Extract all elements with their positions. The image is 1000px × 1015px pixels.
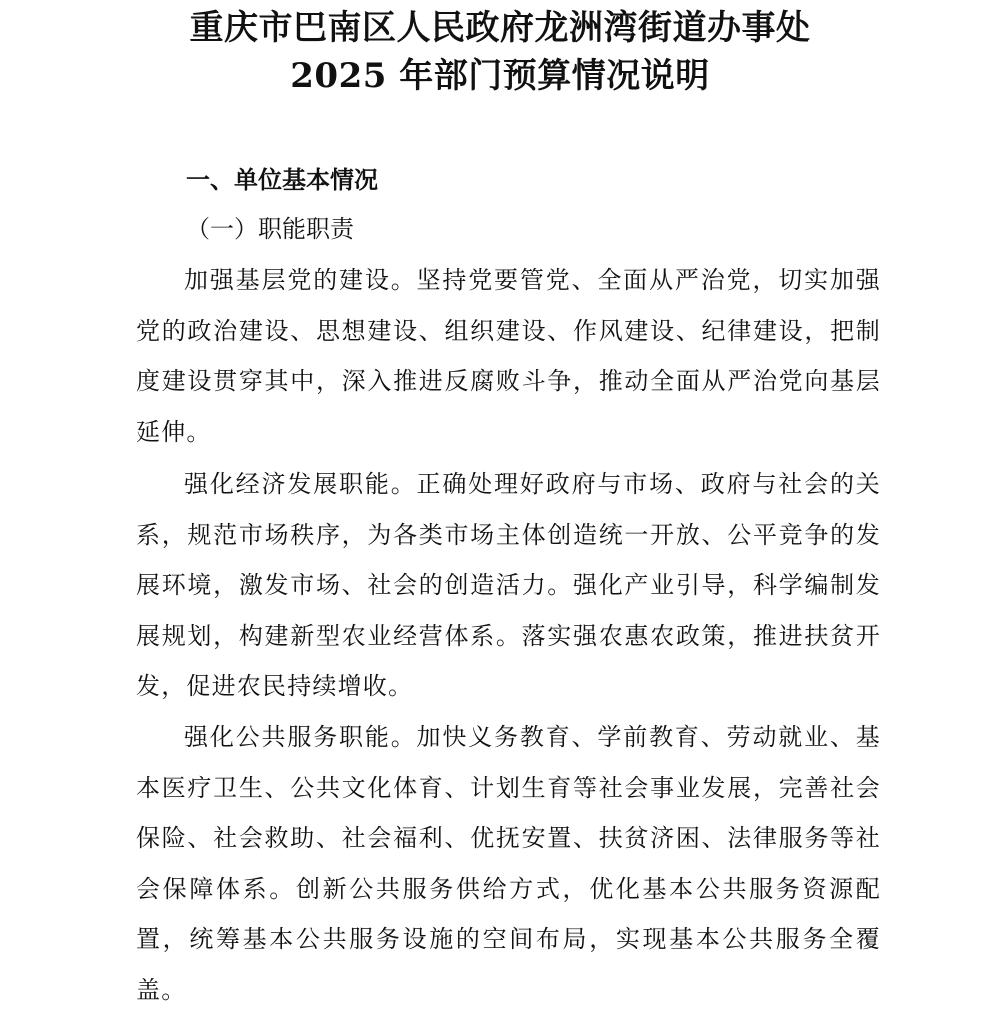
paragraph-economic-development: 强化经济发展职能。正确处理好政府与市场、政府与社会的关系，规范市场秩序，为各类市场主体创造统一开放、公平竞争的发展环境，激发市场、社会的创造活力。强化产业引导，科学编制发展规划，构建新型农业经营体系。落实强农惠农政策，推进扶贫开发，促进农民持续增收。	[136, 470, 881, 700]
section-heading-basic-info: 一、单位基本情况	[186, 166, 378, 194]
document-title-line1: 重庆市巴南区人民政府龙洲湾街道办事处	[189, 8, 811, 48]
paragraph-party-building: 加强基层党的建设。坚持党要管党、全面从严治党，切实加强党的政治建设、思想建设、组织建设、作风建设、纪律建设，把制度建设贯穿其中，深入推进反腐败斗争，推动全面从严治党向基层延伸。	[136, 266, 881, 446]
paragraph-public-service: 强化公共服务职能。加快义务教育、学前教育、劳动就业、基本医疗卫生、公共文化体育、计划生育等社会事业发展，完善社会保险、社会救助、社会福利、优抚安置、扶贫济困、法律服务等社会保障体系。创新公共服务供给方式，优化基本公共服务资源配置，统筹基本公共服务设施的空间布局，实现基本公共服务全覆盖。	[136, 723, 881, 1004]
subsection-heading-duties: （一）职能职责	[186, 215, 354, 243]
document-title-line2: 2025 年部门预算情况说明	[290, 56, 710, 96]
